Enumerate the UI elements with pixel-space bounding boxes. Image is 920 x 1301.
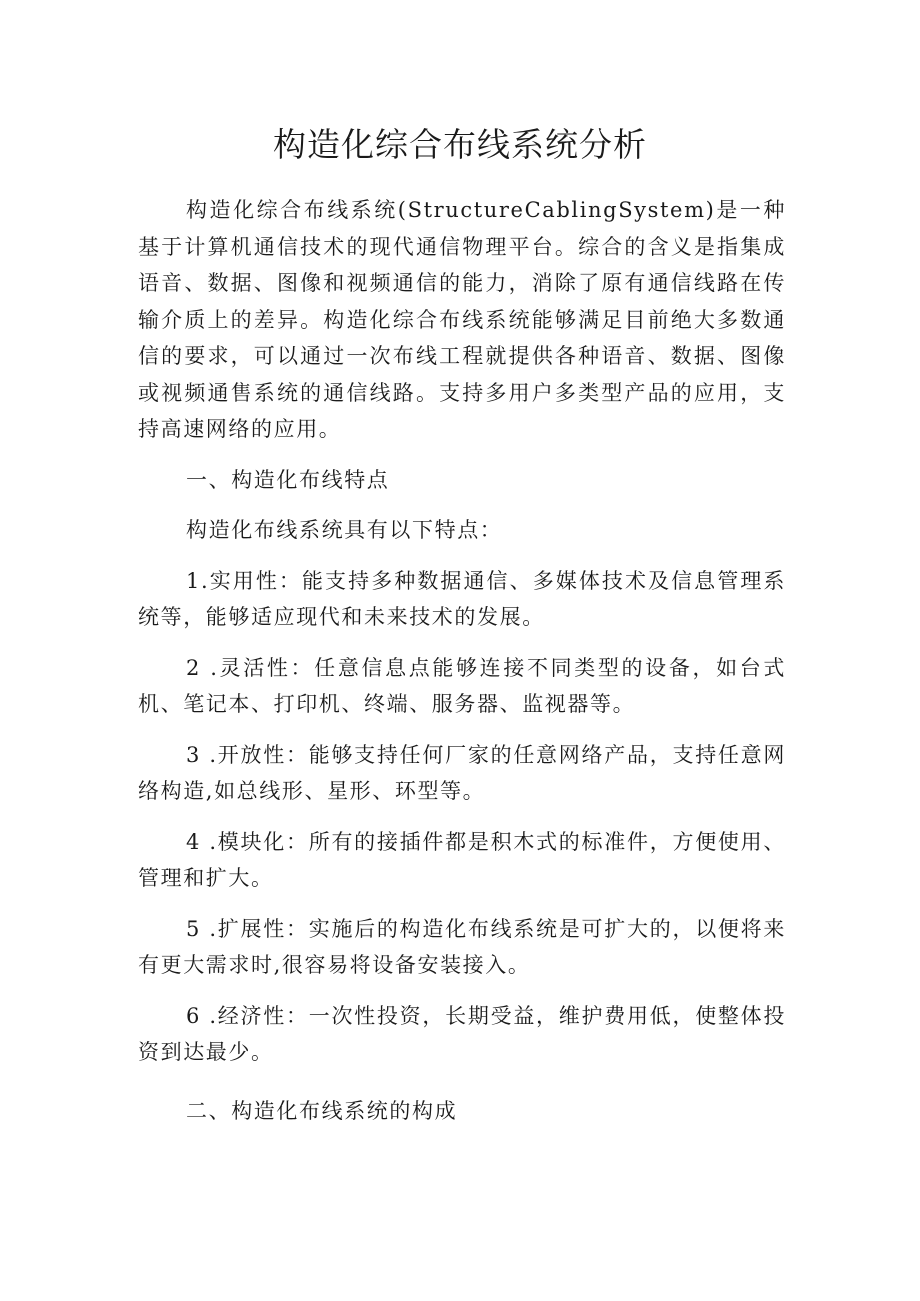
feature-practicality: 1.实用性：能支持多种数据通信、多媒体技术及信息管理系统等，能够适应现代和未来技术的发展。 xyxy=(138,568,786,629)
feature-modularity: 4 .模块化：所有的接插件都是积木式的标准件，方便使用、管理和扩大。 xyxy=(138,829,786,890)
features-lead-paragraph: 构造化布线系统具有以下特点： xyxy=(186,518,503,542)
feature-openness: 3 .开放性：能够支持任何厂家的任意网络产品，支持任意网络构造,如总线形、星形、环型等。 xyxy=(138,742,786,803)
feature-flexibility: 2 .灵活性：任意信息点能够连接不同类型的设备，如台式机、笔记本、打印机、终端、服务器、监视器等。 xyxy=(138,655,786,716)
feature-economy: 6 .经济性：一次性投资，长期受益，维护费用低，使整体投资到达最少。 xyxy=(138,1003,786,1064)
document-title: 构造化综合布线系统分析 xyxy=(273,125,647,164)
feature-extensibility: 5 .扩展性：实施后的构造化布线系统是可扩大的，以便将来有更大需求时,很容易将设备安装接入。 xyxy=(138,916,786,977)
intro-paragraph: 构造化综合布线系统(StructureCablingSystem)是一种基于计算机通信技术的现代通信物理平台。综合的含义是指集成语音、数据、图像和视频通信的能力，消除了原有通信线路在传输介质上的差异。构造化综合布线系统能够满足目前绝大多数通信的要求，可以通过一次布线工程就提供各种语音、数据、图像或视频通售系统的通信线路。支持多用户多类型产品的应用，支持高速网络的应用。 xyxy=(138,198,786,441)
document-body xyxy=(138,192,786,1129)
section-heading-composition: 二、构造化布线系统的构成 xyxy=(186,1098,458,1123)
section-heading-features: 一、构造化布线特点 xyxy=(186,467,390,492)
